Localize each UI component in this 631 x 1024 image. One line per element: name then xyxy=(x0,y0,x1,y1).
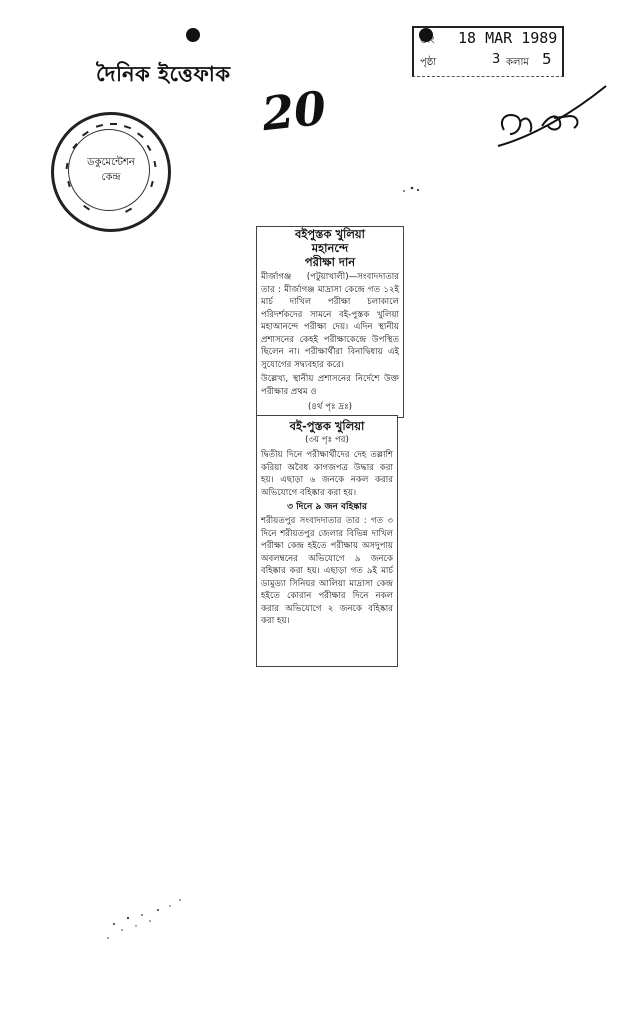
clipping1-headline-line2: মহানন্দে xyxy=(311,241,349,255)
handwritten-page-number: 20 xyxy=(259,80,329,142)
clipping1-headline-line1: বইপুস্তক খুলিয়া xyxy=(294,227,366,241)
clipping2-headline: বই-পুস্তক খুলিয়া xyxy=(289,419,365,433)
seal-center-line1: ডকুমেন্টেশন xyxy=(87,157,135,168)
clipping1-continued-note: (৪র্থ পৃঃ দ্রঃ) xyxy=(307,402,353,412)
clipping2-subheadline: ৩ দিনে ৯ জন বহিষ্কার xyxy=(287,502,367,512)
clipping2-body1: দ্বিতীয় দিনে পরীক্ষার্থীদের দেহ তল্লাশি করিয়া অবৈধ কাগজপত্র উদ্ধার করা হয়। এছাড়া ৬ জনকে নকল করার অভিযোগে বহিষ্কার করা হয়। xyxy=(261,450,393,498)
clipping1-body: মীর্জাগঞ্জ (পটুয়াখালী)—সংবাদদাতার তার : মীর্জাগঞ্জ মাদ্রাসা কেন্দ্রে গত ১২ই মার্চ দাখিল পরীক্ষা চলাকালে পরিদর্শকদের সামনে বই-পুস্তক খুলিয়া মহাআনন্দে পরীক্ষা দেয়। এদিন স্থানীয় প্রশাসনের কেহই পরীক্ষাকেন্দ্রে উপস্থিত ছিলেন না। পরীক্ষার্থীরা বিনাদ্বিধায় এই সুযোগের সদ্ব্যবহার করে। xyxy=(261,272,399,370)
column-label: কলাম xyxy=(506,57,529,68)
seal-center-line2: কেন্দ্র xyxy=(101,172,121,183)
date-label: তাং xyxy=(420,35,435,46)
clipping2-continued-from: (৩য় পৃঃ পর) xyxy=(305,435,349,445)
column-value: 5 xyxy=(542,50,552,68)
page-label: পৃষ্ঠা xyxy=(420,57,437,68)
newspaper-name: দৈনিক ইত্তেফাক xyxy=(96,62,231,86)
date-value: 18 MAR 1989 xyxy=(458,29,558,47)
clipping1-body2: উল্লেখ্য, স্থানীয় প্রশাসনের নির্দেশে উক্ত পরীক্ষার প্রথম ও xyxy=(261,374,399,397)
clipping2-body2: শরীয়তপুর সংবাদদাতার তার : গত ৩ দিনে শরীয়তপুর জেলার বিভিন্ন দাখিল পরীক্ষা কেন্দ্র হইতে পরীক্ষায় অসদুপায় অবলম্বনের অভিযোগে ৯ জনকে বহিষ্কার করা হয়। এছাড়া গত ৯ই মার্চ ডামুড্যা সিনিয়র আলিয়া মাদ্রাসা কেন্দ্র হইতে কোরান পরীক্ষার দিনে নকল করার অভিযোগে ২ জনকে বহিষ্কার করা হয়। xyxy=(261,516,393,626)
page-value: 3 xyxy=(492,52,501,67)
clipping1-headline-line3: পরীক্ষা দান xyxy=(304,255,356,269)
